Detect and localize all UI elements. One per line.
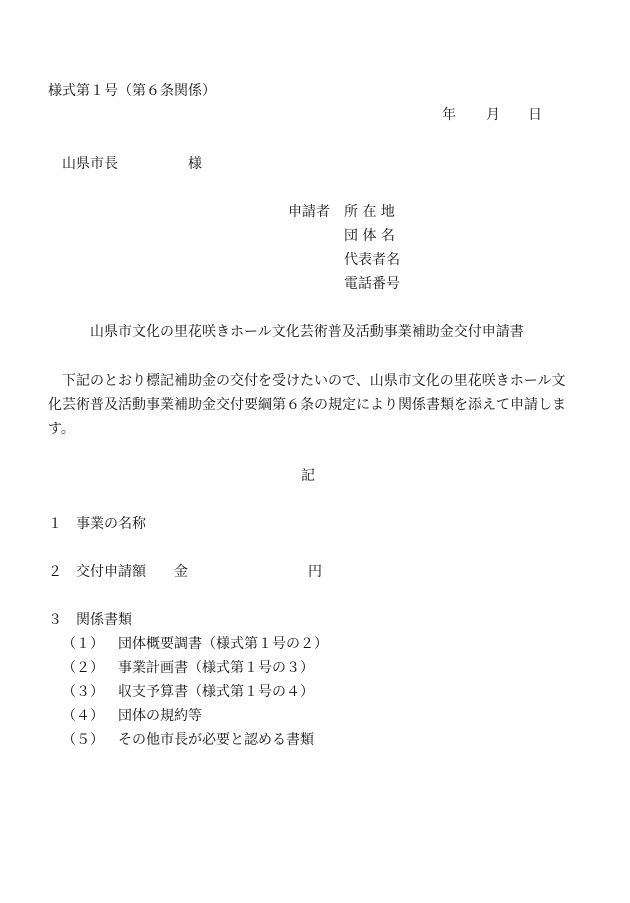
item-1-number: １: [48, 516, 62, 532]
doc-text: 団体概要調書（様式第１号の２）: [118, 636, 328, 652]
item-2-yen: 円: [308, 564, 322, 580]
item-2-label: 交付申請額: [76, 564, 146, 580]
body-line: 下記のとおり標記補助金の交付を受けたいので、山県市文化の里花咲きホール文: [48, 373, 566, 389]
addressee-name: 山県市長: [62, 156, 118, 172]
form-number: 様式第１号（第６条関係）: [48, 83, 216, 99]
doc-text: その他市長が必要と認める書類: [118, 732, 314, 748]
item-2-number: ２: [48, 564, 62, 580]
applicant-address-label: 所 在 地: [344, 204, 395, 220]
item-3-label: 関係書類: [76, 612, 132, 628]
item-2-kin: 金: [174, 564, 188, 580]
body-line: 化芸術普及活動事業補助金交付要綱第６条の規定により関係書類を添えて申請しま: [48, 397, 566, 413]
date-day: 日: [528, 107, 542, 123]
doc-number: （４）: [62, 708, 104, 724]
body-line: す。: [48, 421, 75, 437]
item-1-label: 事業の名称: [76, 516, 146, 532]
addressee-honorific: 様: [188, 156, 202, 172]
doc-text: 団体の規約等: [118, 708, 202, 724]
body-text: [48, 369, 588, 441]
date-month: 月: [486, 107, 500, 123]
ki-heading: 記: [301, 468, 315, 484]
doc-text: 事業計画書（様式第１号の３）: [118, 660, 314, 676]
date-year: 年: [442, 107, 456, 123]
doc-number: （１）: [62, 636, 104, 652]
doc-text: 収支予算書（様式第１号の４）: [118, 684, 314, 700]
applicant-label: 申請者: [288, 204, 330, 220]
doc-number: （３）: [62, 684, 104, 700]
applicant-rep-label: 代表者名: [344, 252, 400, 268]
doc-number: （２）: [62, 660, 104, 676]
applicant-phone-label: 電話番号: [344, 276, 400, 292]
item-3-number: ３: [48, 612, 62, 628]
applicant-org-label: 団 体 名: [344, 228, 395, 244]
document-title: 山県市文化の里花咲きホール文化芸術普及活動事業補助金交付申請書: [90, 324, 524, 340]
doc-number: （５）: [62, 732, 104, 748]
